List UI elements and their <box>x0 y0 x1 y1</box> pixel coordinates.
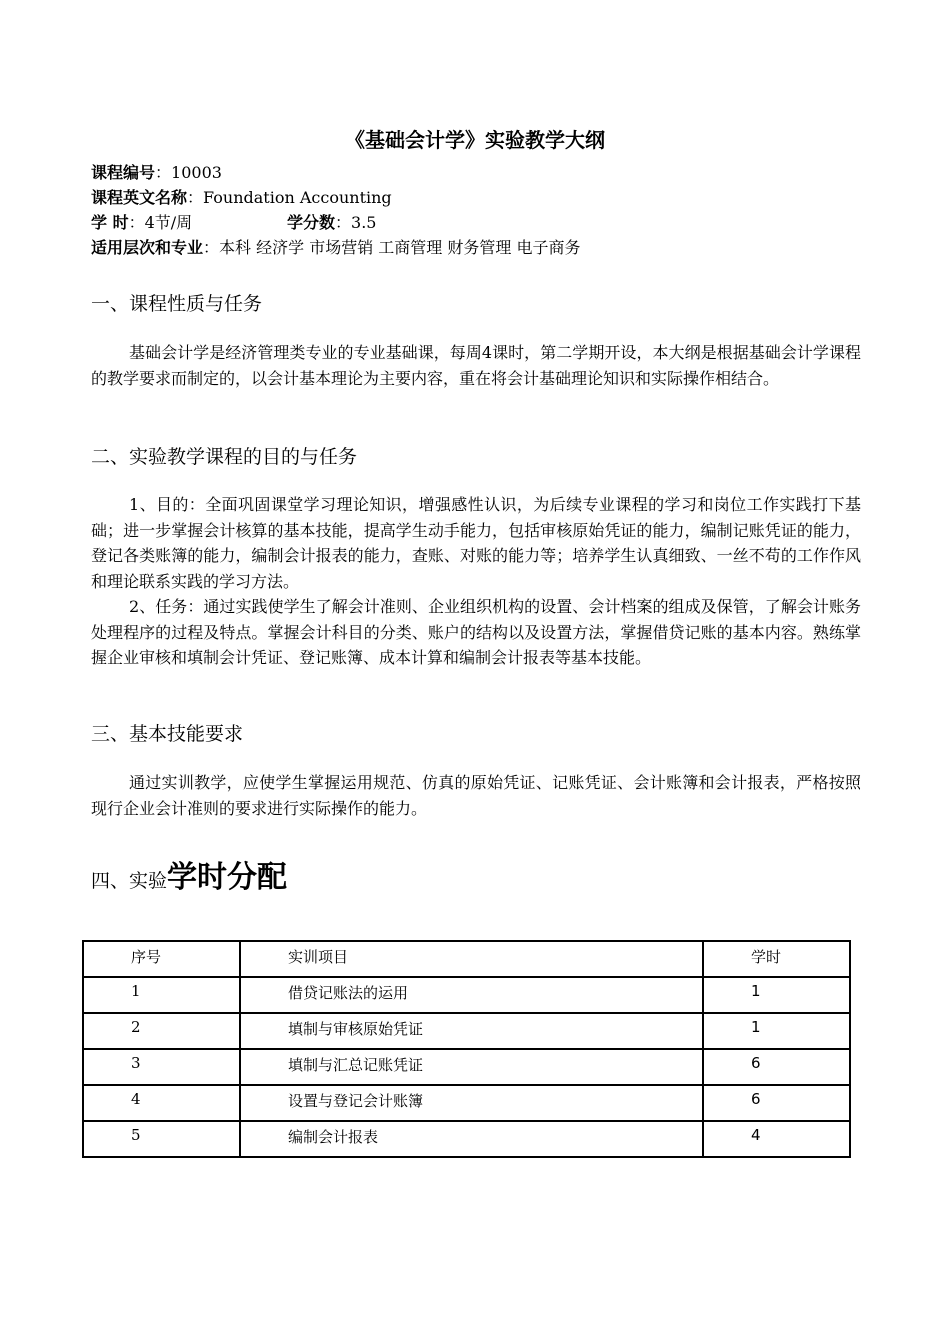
table-cell: 1 <box>83 977 240 1013</box>
course-code-label: 课程编号 <box>91 163 156 182</box>
section-3-paragraph: 通过实训教学，应使学生掌握运用规范、仿真的原始凭证、记账凭证、会计账簿和会计报表，严格按照现行企业会计准则的要求进行实际操作的能力。 <box>91 773 861 818</box>
table-header-cell: 学时 <box>703 941 850 977</box>
document-title: 《基础会计学》实验教学大纲 <box>345 128 605 152</box>
section-1-paragraph: 基础会计学是经济管理类专业的专业基础课，每周4课时，第二学期开设，本大纲是根据基础会计学课程的教学要求而制定的，以会计基本理论为主要内容，重在将会计基础理论知识和实际操作相结合。 <box>91 343 861 388</box>
table-cell: 1 <box>703 977 850 1013</box>
hours-table <box>82 940 851 1158</box>
table-cell: 设置与登记会计账簿 <box>240 1085 703 1121</box>
section-2-paragraph-1: 1、目的：全面巩固课堂学习理论知识，增强感性认识，为后续专业课程的学习和岗位工作实践打下基础；进一步掌握会计核算的基本技能，提高学生动手能力，包括审核原始凭证的能力，编制记账凭证的能力，登记各类账簿的能力，编制会计报表的能力，查账、对账的能力等；培养学生认真细致、一丝不苟的工作作风和理论联系实践的学习方法。 <box>91 495 861 591</box>
table-cell: 6 <box>703 1085 850 1121</box>
table-cell: 填制与汇总记账凭证 <box>240 1049 703 1085</box>
section-4-heading-prefix: 四、实验 <box>91 870 168 892</box>
table-row <box>83 1085 850 1121</box>
course-credit: 学分数：3.5 <box>287 213 377 232</box>
section-4-heading <box>91 852 287 896</box>
table-cell: 1 <box>703 1013 850 1049</box>
table-cell: 5 <box>83 1121 240 1157</box>
hours-label: 学 时 <box>91 213 129 232</box>
english-name-label: 课程英文名称 <box>91 188 188 207</box>
table-cell: 借贷记账法的运用 <box>240 977 703 1013</box>
table-header-cell: 实训项目 <box>240 941 703 977</box>
table-cell: 4 <box>83 1085 240 1121</box>
course-level: 适用层次和专业：本科 经济学 市场营销 工商管理 财务管理 电子商务 <box>91 238 581 257</box>
table-row <box>83 1013 850 1049</box>
course-code-value: 10003 <box>171 163 222 182</box>
table-cell: 6 <box>703 1049 850 1085</box>
table-row <box>83 1049 850 1085</box>
section-3-heading: 三、基本技能要求 <box>91 723 244 745</box>
section-2-heading: 二、实验教学课程的目的与任务 <box>91 446 358 468</box>
course-english-name: 课程英文名称：Foundation Accounting <box>91 188 392 207</box>
table-row <box>83 1121 850 1157</box>
table-cell: 4 <box>703 1121 850 1157</box>
english-name-value: Foundation Accounting <box>203 188 392 207</box>
table-header-row <box>83 941 850 977</box>
table-header-cell: 序号 <box>83 941 240 977</box>
level-label: 适用层次和专业 <box>91 238 204 257</box>
section-4-heading-suffix: 学时分配 <box>167 860 288 895</box>
table-row <box>83 977 850 1013</box>
table-cell: 3 <box>83 1049 240 1085</box>
table-cell: 2 <box>83 1013 240 1049</box>
section-1-heading: 一、课程性质与任务 <box>91 293 263 315</box>
level-value: 本科 经济学 市场营销 工商管理 财务管理 电子商务 <box>219 238 581 257</box>
credit-label: 学分数 <box>287 213 336 232</box>
credit-value: 3.5 <box>351 213 377 232</box>
course-code: 课程编号：10003 <box>91 163 222 182</box>
table-cell: 编制会计报表 <box>240 1121 703 1157</box>
section-2-paragraph-2: 2、任务：通过实践使学生了解会计准则、企业组织机构的设置、会计档案的组成及保管，了解会计账务处理程序的过程及特点。掌握会计科目的分类、账户的结构以及设置方法，掌握借贷记账的基本内容。熟练掌握企业审核和填制会计凭证、登记账簿、成本计算和编制会计报表等基本技能。 <box>91 597 861 667</box>
table-cell: 填制与审核原始凭证 <box>240 1013 703 1049</box>
hours-value: 4节/周 <box>144 213 193 232</box>
course-hours: 学 时：4节/周 <box>91 213 193 232</box>
